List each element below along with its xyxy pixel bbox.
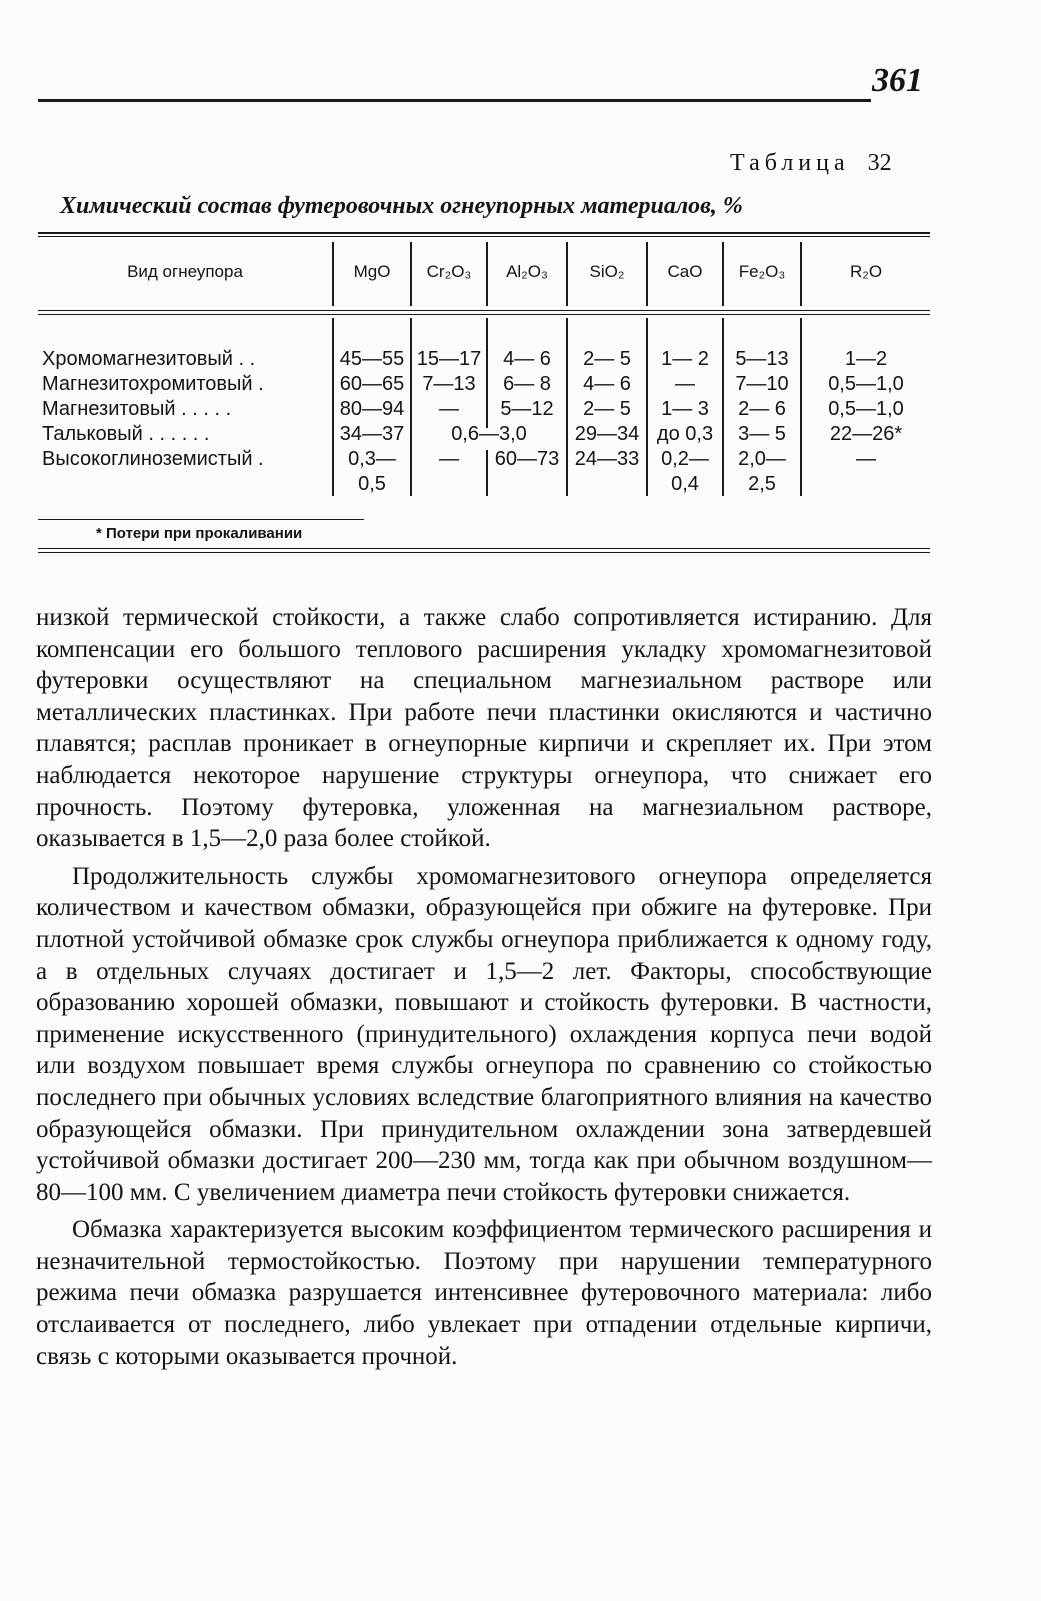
cell-cao: 1— 3 xyxy=(661,398,709,420)
cell-r2o: 22—26* xyxy=(829,423,903,445)
cell-sio2: 29—34 xyxy=(574,423,640,445)
cell-cr2o3: 7—13 xyxy=(422,373,476,395)
cell-cao-cont: 0,4 xyxy=(671,473,699,495)
cell-mgo-cont: 0,5 xyxy=(358,473,386,495)
cell-al2o3: 6— 8 xyxy=(503,373,551,395)
data-table xyxy=(38,232,930,552)
cell-r2o: 0,5—1,0 xyxy=(828,398,904,420)
header-fe2o3: Fe₂O₃ xyxy=(738,262,786,281)
header-bottom-rule-2 xyxy=(38,314,930,315)
cell-sio2: 24—33 xyxy=(574,448,640,470)
cell-sio2: 2— 5 xyxy=(583,348,631,370)
cell-cr2o3: — xyxy=(439,398,459,420)
cell-mgo: 60—65 xyxy=(339,373,405,395)
header-mgo: MgO xyxy=(353,262,391,281)
cell-cao: — xyxy=(675,373,695,395)
table-label-number: 32 xyxy=(867,150,892,176)
cell-mgo: 34—37 xyxy=(339,423,405,445)
cell-cao: 1— 2 xyxy=(661,348,709,370)
header-cao: CaO xyxy=(667,262,703,281)
table-footnote: * Потери при прокаливании xyxy=(96,525,303,542)
table-top-rule-2 xyxy=(38,236,930,237)
table-bottom-rule-2 xyxy=(38,552,930,553)
paragraph: Продолжительность службы хромомагнезитового огнеупора определяется количеством и качеством обмазки, образующейся при обжиге на футеровке. При плотной устойчивой обмазке срок службы огнеупора приближается к одному году, а в отдельных случаях достигает и 1,5—2 лет. Факторы, способствующие образованию хорошей обмазки, повышают и стойкость футеровки. В частности, применение искусственного (принудительного) охлаждения корпуса печи водой или воздухом повышает время службы огнеупора по сравнению со стойкостью последнего при обычных условиях вследствие благоприятного влияния на качество образующейся обмазки. При принудительном охлаждении зона затвердевшей устойчивой обмазки достигает 200—230 мм, тогда как при обычном воздушном— 80—100 мм. С увеличением диаметра печи стойкость футеровки снижается. xyxy=(36,862,932,1206)
table-title: Химический состав футеровочных огнеупорных материалов, % xyxy=(60,193,743,219)
table-row-name: Хромомагнезитовый . . xyxy=(42,348,256,370)
table-bottom-rule xyxy=(38,548,930,549)
cell-al2o3: 60—73 xyxy=(494,448,560,470)
footnote-rule xyxy=(38,519,364,520)
paragraph: низкой термической стойкости, а также слабо сопротивляется истиранию. Для компенсации его большого теплового расширения укладку хромомагнезитовой футеровки осуществляют на специальном магнезиальном растворе или металлических пластинках. При работе печи пластинки окисляются и частично плавятся; расплав проникает в огнеупорные кирпичи и скрепляет их. При этом наблюдается некоторое нарушение структуры огнеупора, что снижает его прочность. Поэтому футеровка, уложенная на магнезиальном растворе, оказывается в 1,5—2,0 раза более стойкой. xyxy=(36,604,932,853)
header-cr2o3: Cr₂O₃ xyxy=(426,262,472,281)
table-row-name: Магнезитовый . . . . . xyxy=(42,398,232,420)
cell-al2o3: 4— 6 xyxy=(503,348,551,370)
table-label-text: Таблица xyxy=(730,150,850,176)
cell-al2o3: 5—12 xyxy=(500,398,554,420)
cell-cr2o3-al2o3: 0,6—3,0 xyxy=(451,423,527,445)
cell-fe2o3: 7—10 xyxy=(735,373,789,395)
header-type: Вид огнеупора xyxy=(127,262,243,281)
cell-mgo: 45—55 xyxy=(339,348,405,370)
header-r2o: R₂O xyxy=(849,262,883,281)
page-number: 361 xyxy=(872,62,923,99)
cell-mgo: 80—94 xyxy=(339,398,405,420)
cell-cao: 0,2— xyxy=(661,448,709,470)
table-row-name: Высокоглиноземистый . xyxy=(42,448,264,470)
cell-sio2: 4— 6 xyxy=(583,373,631,395)
table-row-name: Магнезитохромитовый . xyxy=(42,373,264,395)
cell-fe2o3: 2— 6 xyxy=(738,398,786,420)
cell-r2o: — xyxy=(856,448,876,470)
table-top-rule xyxy=(38,232,930,234)
cell-cr2o3: — xyxy=(439,448,459,470)
cell-r2o: 1—2 xyxy=(844,348,888,370)
cell-sio2: 2— 5 xyxy=(583,398,631,420)
cell-mgo: 0,3— xyxy=(348,448,396,470)
cell-r2o: 0,5—1,0 xyxy=(828,373,904,395)
cell-fe2o3-cont: 2,5 xyxy=(748,473,776,495)
cell-cr2o3: 15—17 xyxy=(416,348,482,370)
cell-fe2o3: 3— 5 xyxy=(738,423,786,445)
header-rule xyxy=(38,99,871,102)
header-al2o3: Al₂O₃ xyxy=(506,262,548,281)
header-bottom-rule xyxy=(38,310,930,311)
paragraph: Обмазка характеризуется высоким коэффициентом термического расширения и незначительной термостойкостью. Поэтому при нарушении температурного режима печи обмазка разрушается интенсивнее футеровочного материала: либо отслаивается от последнего, либо увлекает при отпадении отдельные кирпичи, связь с которыми оказывается прочной. xyxy=(36,1216,932,1370)
cell-cao: до 0,3 xyxy=(656,423,714,445)
cell-fe2o3: 5—13 xyxy=(735,348,789,370)
header-sio2: SiO₂ xyxy=(589,262,625,281)
body-text xyxy=(36,602,932,1372)
table-row-name: Тальковый . . . . . . xyxy=(42,423,210,445)
table-label xyxy=(730,150,892,177)
cell-fe2o3: 2,0— xyxy=(738,448,786,470)
